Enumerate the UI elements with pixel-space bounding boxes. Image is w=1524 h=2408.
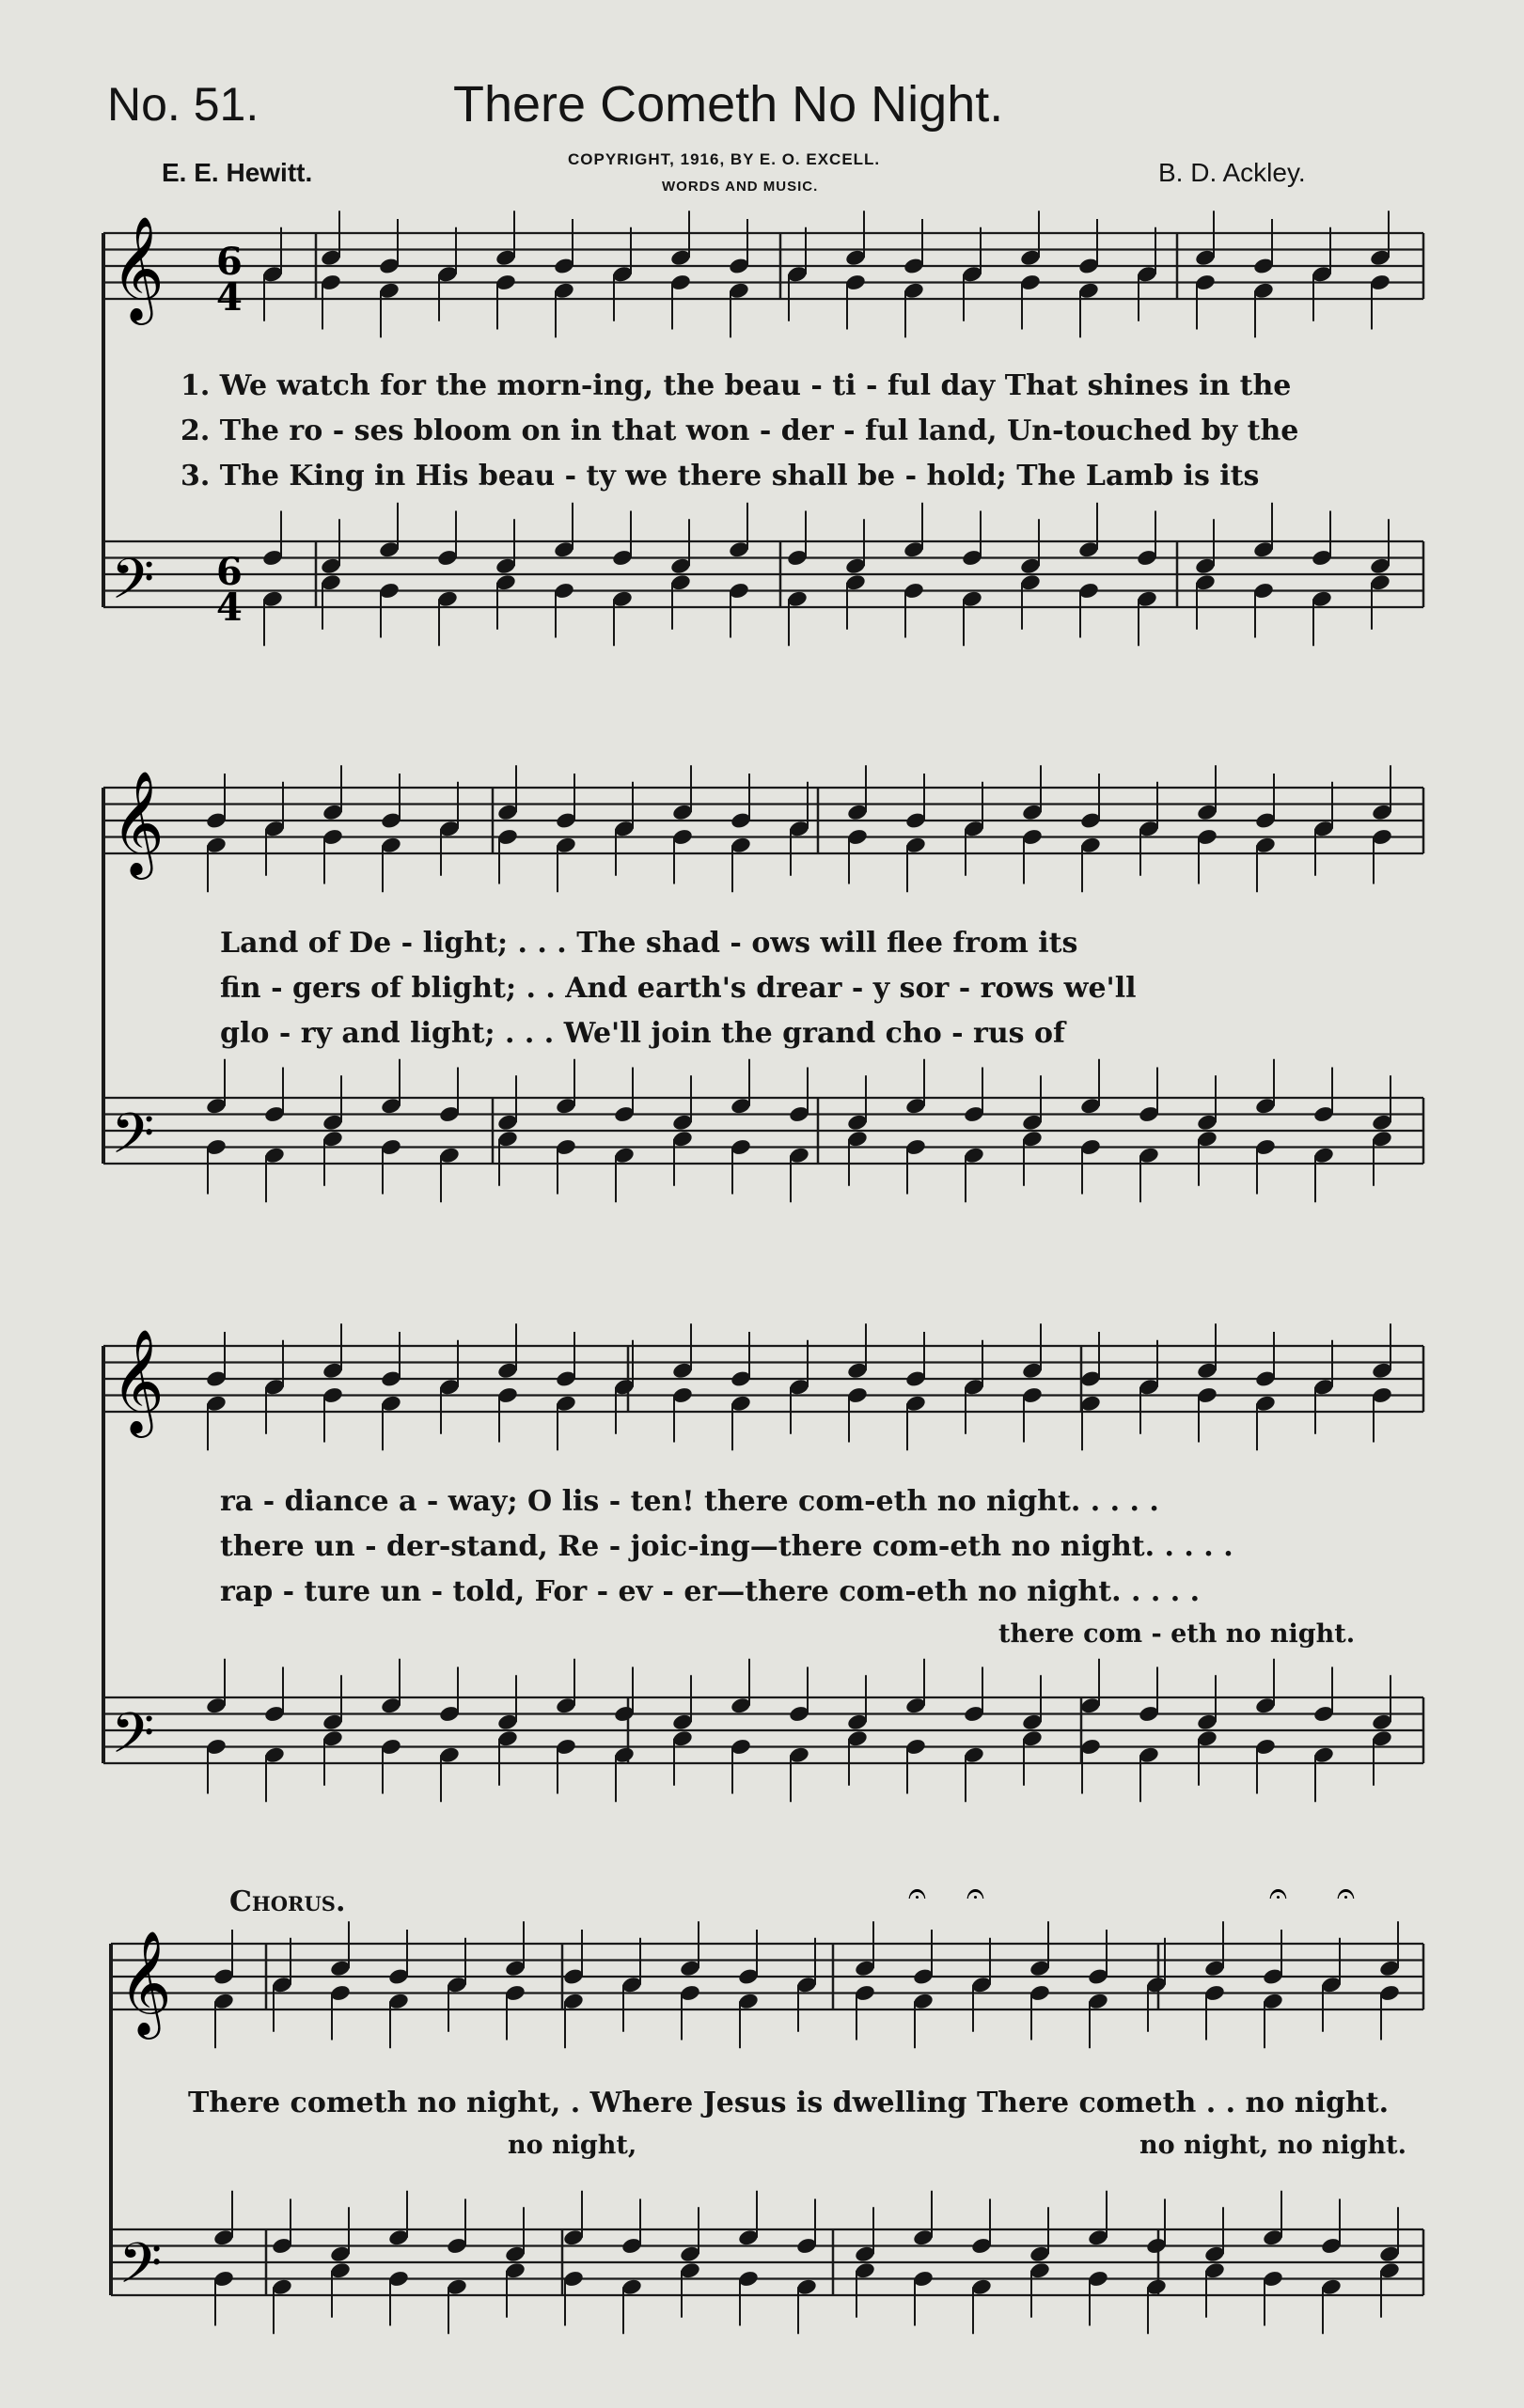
lyric-line: There cometh no night, . Where Jesus is dwelling There cometh . . no night. xyxy=(188,2087,1390,2119)
bass-clef-icon: 𝄢 xyxy=(111,1700,155,1779)
treble-clef-icon: 𝄞 xyxy=(111,1328,165,1433)
time-signature-bottom: 4 xyxy=(216,586,243,630)
bass-clef-icon: 𝄢 xyxy=(118,2230,163,2309)
fermata-icon: 𝄐 xyxy=(908,1875,926,1913)
lyric-line: 3. The King in His beau - ty we there shall be - hold; The Lamb is its xyxy=(181,460,1260,493)
author-credit: E. E. Hewitt. xyxy=(162,158,313,187)
lyric-line: ra - diance a - way; O lis - ten! there com-eth no night. . . . . xyxy=(220,1485,1159,1518)
lyric-line: Land of De - light; . . . The shad - ows will flee from its xyxy=(220,927,1078,960)
hymn-title: There Cometh No Night. xyxy=(453,76,1004,133)
copyright-scope: WORDS AND MUSIC. xyxy=(662,179,819,195)
lyric-echo: no night, xyxy=(508,2131,637,2160)
bass-clef-icon: 𝄢 xyxy=(111,546,155,625)
treble-clef-icon: 𝄞 xyxy=(118,1930,172,2035)
lyric-line: rap - ture un - told, For - ev - er—there com-eth no night. . . . . xyxy=(220,1575,1201,1608)
composer-credit: B. D. Ackley. xyxy=(1158,158,1306,187)
lyric-line: glo - ry and light; . . . We'll join the grand cho - rus of xyxy=(220,1017,1065,1050)
fermata-icon: 𝄐 xyxy=(1269,1875,1287,1913)
time-signature-top: 6 xyxy=(216,240,243,284)
treble-clef-icon: 𝄞 xyxy=(111,215,165,321)
lyric-line: there un - der-stand, Re - joic-ing—there com-eth no night. . . . . xyxy=(220,1530,1233,1563)
bass-clef-icon: 𝄢 xyxy=(111,1101,155,1180)
lyric-echo: no night, no night. xyxy=(1139,2131,1407,2160)
time-signature-top: 6 xyxy=(216,550,243,594)
note-heads xyxy=(205,211,1401,2334)
chorus-label: Chorus. xyxy=(229,1885,346,1918)
staff-lines xyxy=(103,233,1423,2295)
lyric-line: 2. The ro - ses bloom on in that won - der - ful land, Un-touched by the xyxy=(181,414,1299,447)
fermata-icon: 𝄐 xyxy=(966,1875,984,1913)
copyright-notice: COPYRIGHT, 1916, BY E. O. EXCELL. xyxy=(568,150,881,168)
lyric-echo: there com - eth no night. xyxy=(998,1619,1356,1649)
fermata-icon: 𝄐 xyxy=(1337,1875,1355,1913)
lyric-line: 1. We watch for the morn-ing, the beau - ti - ful day That shines in the xyxy=(181,369,1292,402)
treble-clef-icon: 𝄞 xyxy=(111,770,165,875)
lyric-line: fin - gers of blight; . . And earth's drear - y sor - rows we'll xyxy=(220,972,1137,1005)
hymn-number: No. 51. xyxy=(107,78,259,131)
time-signature-bottom: 4 xyxy=(216,275,243,320)
